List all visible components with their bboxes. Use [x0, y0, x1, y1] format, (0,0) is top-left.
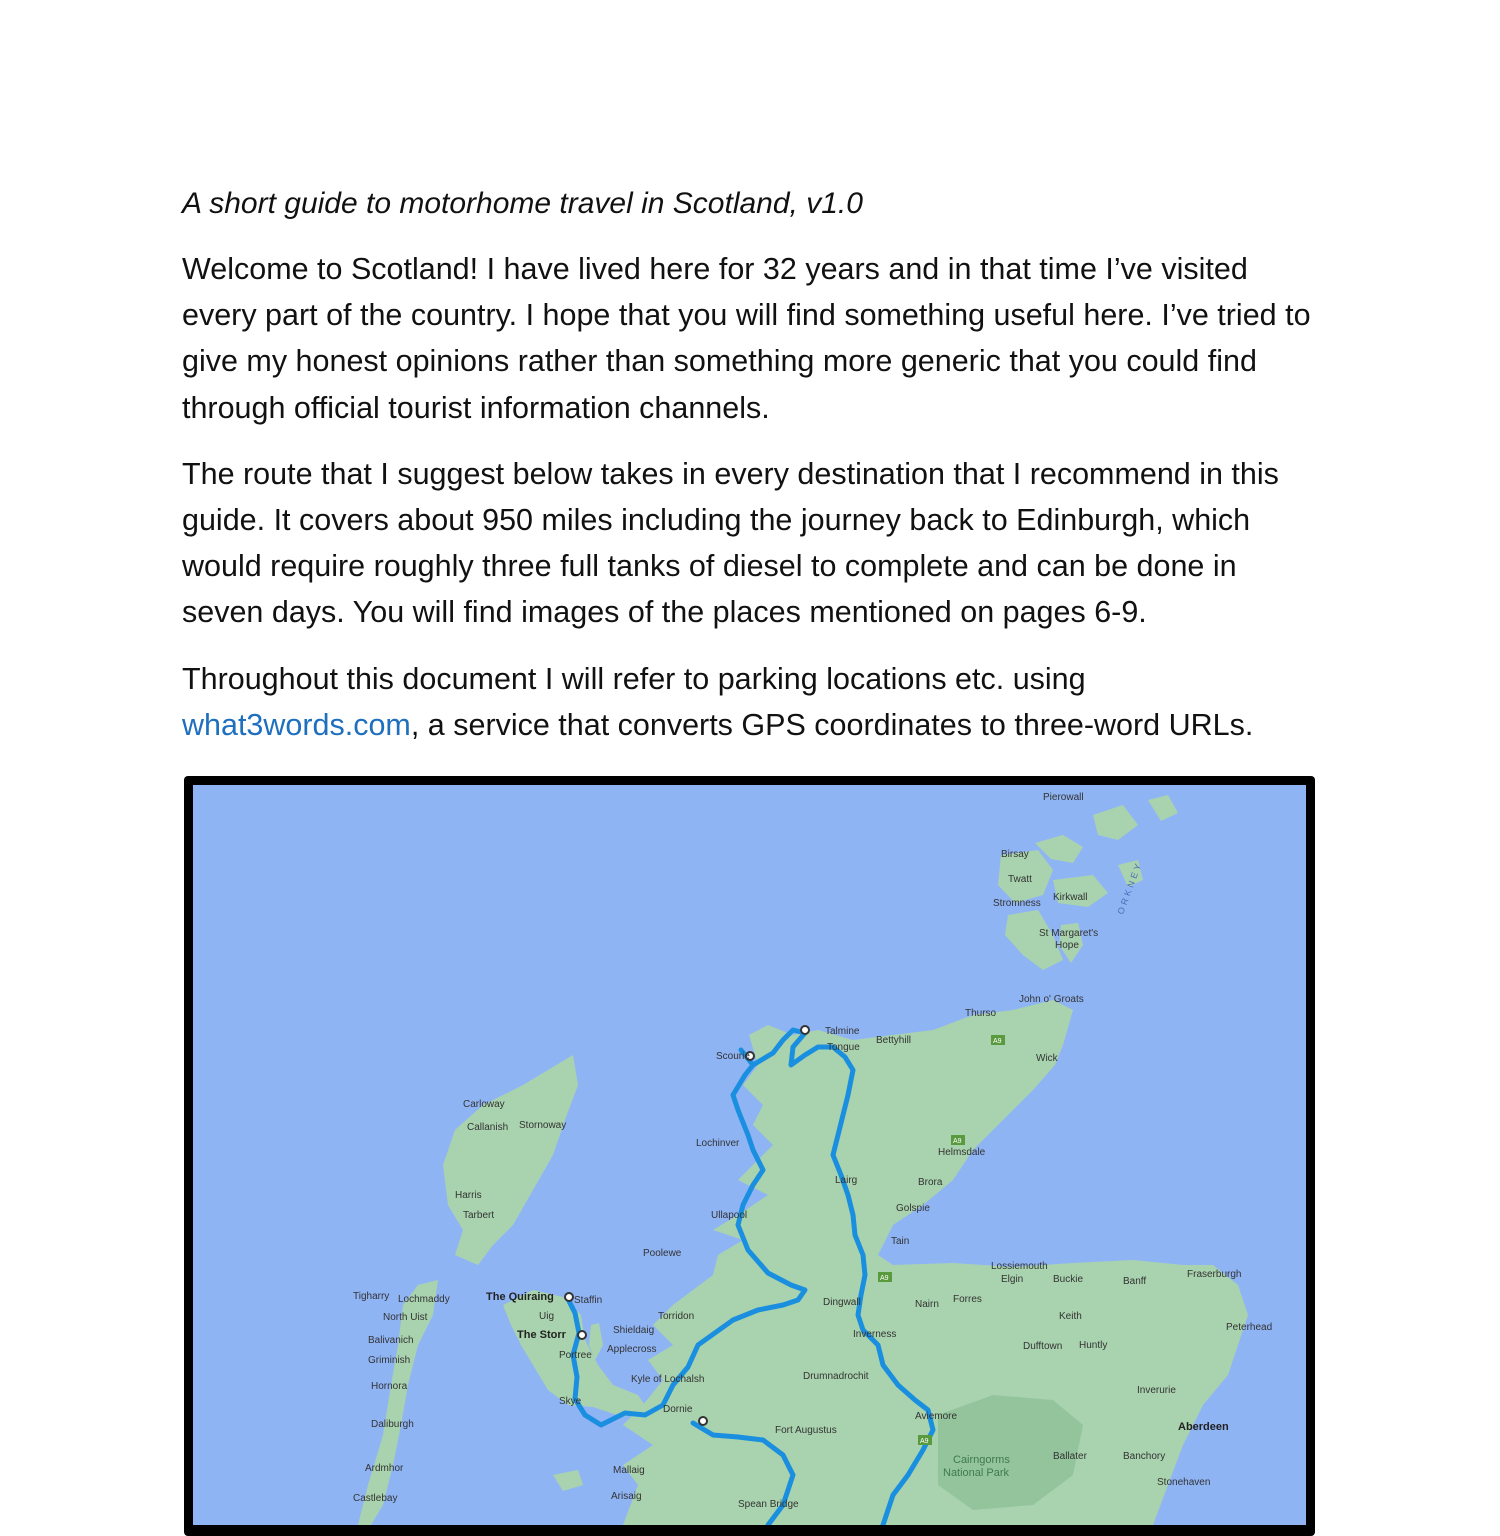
label-ardmhor: Ardmhor	[365, 1463, 404, 1474]
label-aviemore: Aviemore	[915, 1411, 958, 1422]
label-harris: Harris	[455, 1190, 482, 1201]
label-balivanich: Balivanich	[368, 1335, 414, 1346]
route-map-frame	[184, 776, 1315, 1536]
label-kyle-of-lochalsh: Kyle of Lochalsh	[631, 1374, 705, 1385]
label-golspie: Golspie	[896, 1203, 930, 1214]
label-scourie: Scourie	[716, 1051, 750, 1062]
label-nairn: Nairn	[915, 1299, 939, 1310]
a9-label-3: A9	[880, 1275, 889, 1282]
what3words-link[interactable]: what3words.com	[182, 707, 411, 742]
route-paragraph: The route that I suggest below takes in every destination that I recommend in this guide. It covers about 950 miles including the journey back to Edinburgh, which would require roughly three full tanks of diesel to complete and can be done in seven days. You will find images of the places mentioned on pages 6-9.	[182, 456, 1279, 630]
label-tongue: Tongue	[827, 1042, 860, 1053]
label-dingwall: Dingwall	[823, 1297, 861, 1308]
orkney-water-label: ORKNEY	[1115, 859, 1145, 916]
label-arisaig: Arisaig	[611, 1491, 642, 1502]
what3words-text-before: Throughout this document I will refer to parking locations etc. using	[182, 661, 1086, 696]
label-banff: Banff	[1123, 1276, 1147, 1287]
label-daliburgh: Daliburgh	[371, 1419, 414, 1430]
label-lairg: Lairg	[835, 1175, 858, 1186]
label-torridon: Torridon	[658, 1311, 695, 1322]
label-huntly: Huntly	[1079, 1340, 1108, 1351]
document-title: A short guide to motorhome travel in Scotland, v1.0	[182, 187, 863, 220]
what3words-text-after: , a service that converts GPS coordinates to three-word URLs.	[410, 707, 1254, 742]
label-fort-augustus: Fort Augustus	[775, 1425, 837, 1436]
label-brora: Brora	[918, 1177, 943, 1188]
label-keith: Keith	[1059, 1311, 1082, 1322]
label-john-o-groats: John o' Groats	[1019, 994, 1084, 1005]
label-tarbert: Tarbert	[463, 1210, 495, 1221]
label-talmine: Talmine	[825, 1026, 860, 1037]
label-dornie: Dornie	[663, 1404, 693, 1415]
label-ballater: Ballater	[1053, 1451, 1087, 1462]
label-hornora: Hornora	[371, 1381, 408, 1392]
label-helmsdale: Helmsdale	[938, 1147, 986, 1158]
label-stonehaven: Stonehaven	[1157, 1477, 1211, 1488]
label-lossiemouth: Lossiemouth	[991, 1261, 1048, 1272]
label-inverurie: Inverurie	[1137, 1385, 1176, 1396]
label-the-storr: The Storr	[517, 1329, 566, 1341]
label-uig: Uig	[539, 1311, 555, 1322]
label-griminish: Griminish	[368, 1355, 411, 1366]
label-dufftown: Dufftown	[1023, 1341, 1063, 1352]
park-label-line2: National Park	[943, 1467, 1010, 1479]
label-st-margarets: St Margaret's	[1039, 928, 1099, 939]
label-shieldaig: Shieldaig	[613, 1325, 655, 1336]
label-hope: Hope	[1055, 940, 1079, 951]
label-ullapool: Ullapool	[711, 1210, 748, 1221]
label-thurso: Thurso	[965, 1008, 997, 1019]
a9-label-4: A9	[920, 1438, 929, 1445]
label-wick: Wick	[1036, 1053, 1058, 1064]
label-mallaig: Mallaig	[613, 1465, 645, 1476]
label-north-uist: North Uist	[383, 1312, 428, 1323]
a9-label-1: A9	[993, 1038, 1002, 1045]
label-skye: Skye	[559, 1396, 582, 1407]
a9-label-2: A9	[953, 1138, 962, 1145]
label-banchory: Banchory	[1123, 1451, 1166, 1462]
label-forres: Forres	[953, 1294, 982, 1305]
label-stornoway: Stornoway	[519, 1120, 567, 1131]
label-pierowall: Pierowall	[1043, 792, 1084, 803]
label-the-quiraing: The Quiraing	[486, 1291, 554, 1303]
intro-paragraph: Welcome to Scotland! I have lived here for 32 years and in that time I’ve visited every part of the country. I hope that you will find something useful here. I’ve tried to give my honest opinions rather than something more generic that you could find through official tourist information channels.	[182, 252, 1311, 425]
document-body	[182, 182, 1322, 768]
label-lochinver: Lochinver	[696, 1138, 740, 1149]
label-callanish: Callanish	[467, 1122, 509, 1133]
label-poolewe: Poolewe	[643, 1248, 682, 1259]
label-drumnadrochit: Drumnadrochit	[803, 1371, 869, 1382]
label-spean-bridge: Spean Bridge	[738, 1499, 799, 1510]
label-tain: Tain	[891, 1236, 910, 1247]
label-applecross: Applecross	[607, 1344, 657, 1355]
label-portree: Portree	[559, 1350, 592, 1361]
route-map	[193, 785, 1306, 1525]
label-kirkwall: Kirkwall	[1053, 892, 1088, 903]
label-tigharry: Tigharry	[353, 1291, 390, 1302]
park-label-line1: Cairngorms	[953, 1454, 1010, 1466]
what3words-paragraph	[182, 656, 1322, 748]
label-lochmaddy: Lochmaddy	[398, 1294, 450, 1305]
label-carloway: Carloway	[463, 1099, 505, 1110]
label-peterhead: Peterhead	[1226, 1322, 1273, 1333]
label-buckie: Buckie	[1053, 1274, 1084, 1285]
label-birsay: Birsay	[1001, 849, 1029, 860]
label-castlebay: Castlebay	[353, 1493, 398, 1504]
label-inverness: Inverness	[853, 1329, 897, 1340]
label-elgin: Elgin	[1001, 1274, 1024, 1285]
label-bettyhill: Bettyhill	[876, 1035, 912, 1046]
label-staffin: Staffin	[574, 1295, 603, 1306]
label-fraserburgh: Fraserburgh	[1187, 1269, 1242, 1280]
label-stromness: Stromness	[993, 898, 1041, 909]
label-twatt: Twatt	[1008, 874, 1032, 885]
map-canvas	[193, 785, 1306, 1525]
label-aberdeen: Aberdeen	[1178, 1421, 1229, 1433]
